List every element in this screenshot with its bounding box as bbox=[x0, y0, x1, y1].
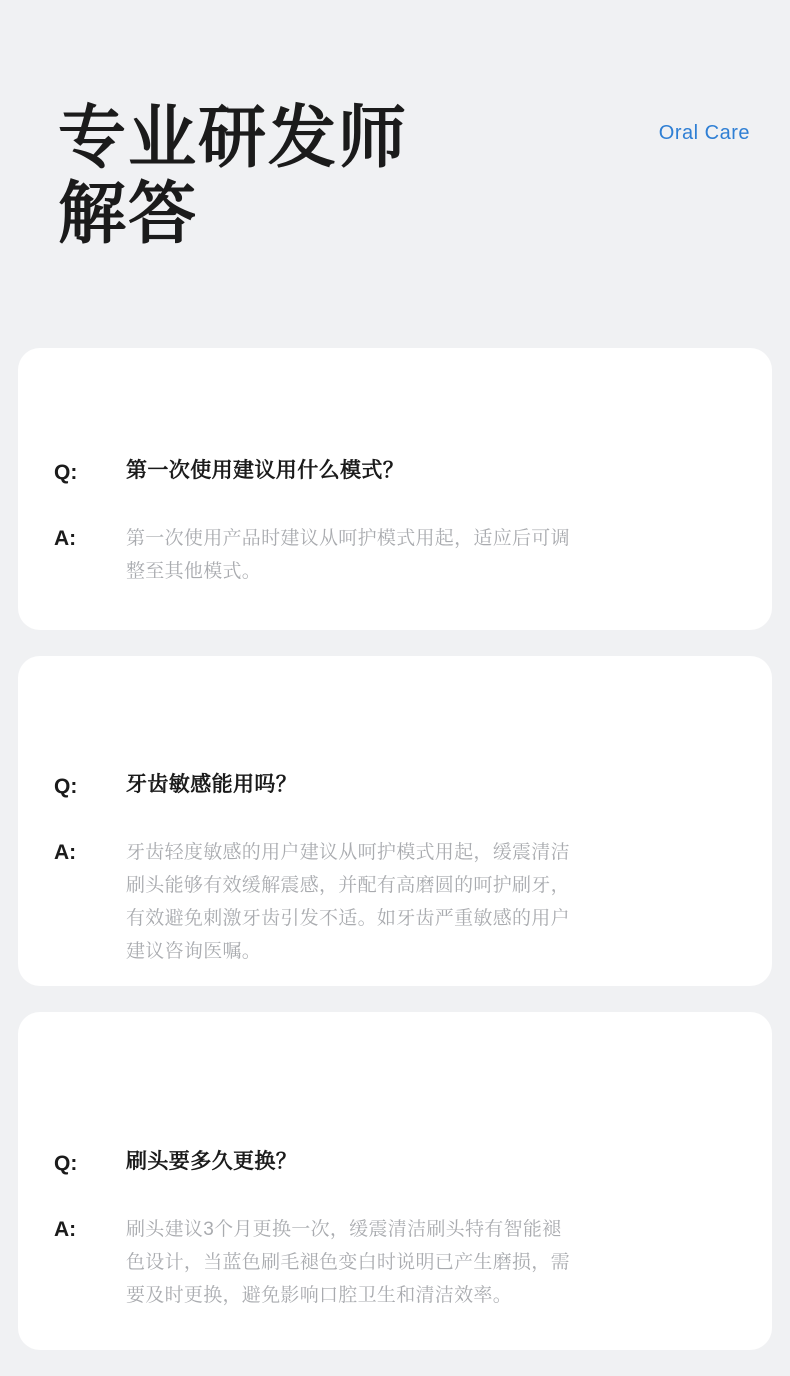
question-label: Q: bbox=[54, 461, 78, 484]
answer-label: A: bbox=[54, 527, 77, 550]
answer-row bbox=[54, 836, 736, 968]
faq-card bbox=[18, 348, 772, 630]
faq-card bbox=[18, 656, 772, 986]
question-text: 牙齿敏感能用吗？ bbox=[126, 773, 298, 796]
question-row bbox=[54, 456, 736, 488]
question-row bbox=[54, 1147, 736, 1179]
page-title-line-2: 解答 bbox=[58, 176, 199, 252]
answer-row bbox=[54, 1213, 736, 1312]
question-label: Q: bbox=[54, 775, 78, 798]
answer-row bbox=[54, 522, 736, 588]
brand-label: Oral Care bbox=[658, 122, 750, 144]
answer-label: A: bbox=[54, 1217, 77, 1241]
question-label: Q: bbox=[54, 1151, 78, 1175]
question-text: 第一次使用建议用什么模式？ bbox=[126, 459, 405, 482]
page-header bbox=[0, 0, 790, 252]
question-text: 刷头要多久更换？ bbox=[126, 1149, 298, 1173]
question-row bbox=[54, 770, 736, 802]
faq-card bbox=[18, 1012, 772, 1350]
answer-text: 第一次使用产品时建议从呵护模式用起，适应后可调整至其他模式。 bbox=[126, 528, 570, 582]
answer-text: 刷头建议3个月更换一次，缓震清洁刷头特有智能褪色设计，当蓝色刷毛褪色变白时说明已产生磨损，需要及时更换，避免影响口腔卫生和清洁效率。 bbox=[126, 1218, 570, 1306]
page-title-line-1: 专业研发师 bbox=[58, 100, 409, 176]
page-title bbox=[58, 100, 408, 252]
answer-text: 牙齿轻度敏感的用户建议从呵护模式用起，缓震清洁刷头能够有效缓解震感，并配有高磨圆的呵护刷牙，有效避免刺激牙齿引发不适。如牙齿严重敏感的用户建议咨询医嘱。 bbox=[126, 842, 570, 962]
answer-label: A: bbox=[54, 841, 77, 864]
faq-card-list bbox=[0, 348, 790, 1350]
